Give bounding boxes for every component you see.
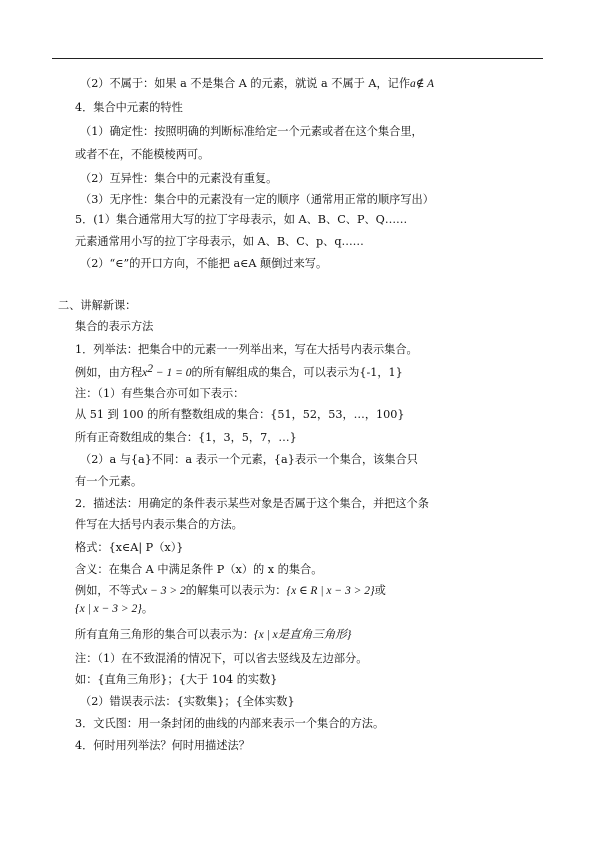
subsection-title: 集合的表示方法: [75, 320, 154, 333]
text-line-19: 2．描述法：用确定的条件表示某些对象是否属于这个集合，并把这个条: [75, 497, 429, 510]
text-line-1: （2）不属于：如果 a 不是集合 A 的元素，就说 a 不属于 A，记作a∉ A: [80, 77, 434, 90]
text-line-8: 元素通常用小写的拉丁字母表示，如 A、B、C、p、q……: [75, 235, 364, 248]
text-line-30: 4．何时用列举法？何时用描述法？: [75, 739, 250, 752]
text-line-21: 格式：{x∈A| P（x）}: [75, 541, 184, 554]
text-line-22: 含义：在集合 A 中满足条件 P（x）的 x 的集合。: [75, 563, 323, 576]
text-line-29: 3．文氏图：用一条封闭的曲线的内部来表示一个集合的方法。: [75, 717, 385, 730]
text-line-12: 1．列举法：把集合中的元素一一列举出来，写在大括号内表示集合。: [75, 343, 418, 356]
text-line-20: 件写在大括号内表示集合的方法。: [75, 518, 243, 531]
text-line-14: 注：（1）有些集合亦可如下表示：: [75, 387, 245, 400]
text-line-25: 所有直角三角形的集合可以表示为：{x | x是直角三角形}: [75, 628, 352, 641]
header-rule: [52, 58, 543, 59]
text-line-4: 或者不在，不能模棱两可。: [75, 148, 210, 161]
text-line-26: 注：（1）在不致混淆的情况下，可以省去竖线及左边部分。: [75, 652, 368, 665]
text-line-15: 从 51 到 100 的所有整数组成的集合：{51，52，53，…，100}: [75, 408, 405, 421]
text-line-3: （1）确定性：按照明确的判断标准给定一个元素或者在这个集合里，: [80, 125, 423, 138]
text-line-17: （2）a 与{a}不同：a 表示一个元素，{a}表示一个集合，该集合只: [80, 453, 418, 466]
text-line-27: 如：{直角三角形}；{大于 104 的实数}: [75, 673, 278, 686]
section-heading: 二、讲解新课：: [58, 299, 137, 312]
text-line-6: （3）无序性：集合中的元素没有一定的顺序（通常用正常的顺序写出）: [80, 193, 434, 206]
text-line-23: 例如，不等式x − 3 > 2的解集可以表示为：{x ∈ R | x − 3 > 2}或: [75, 584, 386, 597]
text-line-9: （2）“∈”的开口方向，不能把 a∈A 颠倒过来写。: [80, 257, 328, 270]
text-line-2: 4．集合中元素的特性: [75, 101, 183, 114]
text-line-24: {x | x − 3 > 2}。: [75, 602, 154, 615]
text-line-18: 有一个元素。: [75, 475, 143, 488]
text-line-5: （2）互异性：集合中的元素没有重复。: [80, 172, 278, 185]
text-line-16: 所有正奇数组成的集合：{1，3，5，7，…}: [75, 431, 297, 444]
text-line-7: 5．(1）集合通常用大写的拉丁字母表示，如 A、B、C、P、Q……: [75, 213, 408, 226]
text-line-28: （2）错误表示法：{实数集}；{全体实数}: [80, 695, 295, 708]
text-line-13: 例如，由方程$x^2 - 1 = 0$的所有解组成的集合，可以表示为{-1，1}: [75, 363, 403, 379]
